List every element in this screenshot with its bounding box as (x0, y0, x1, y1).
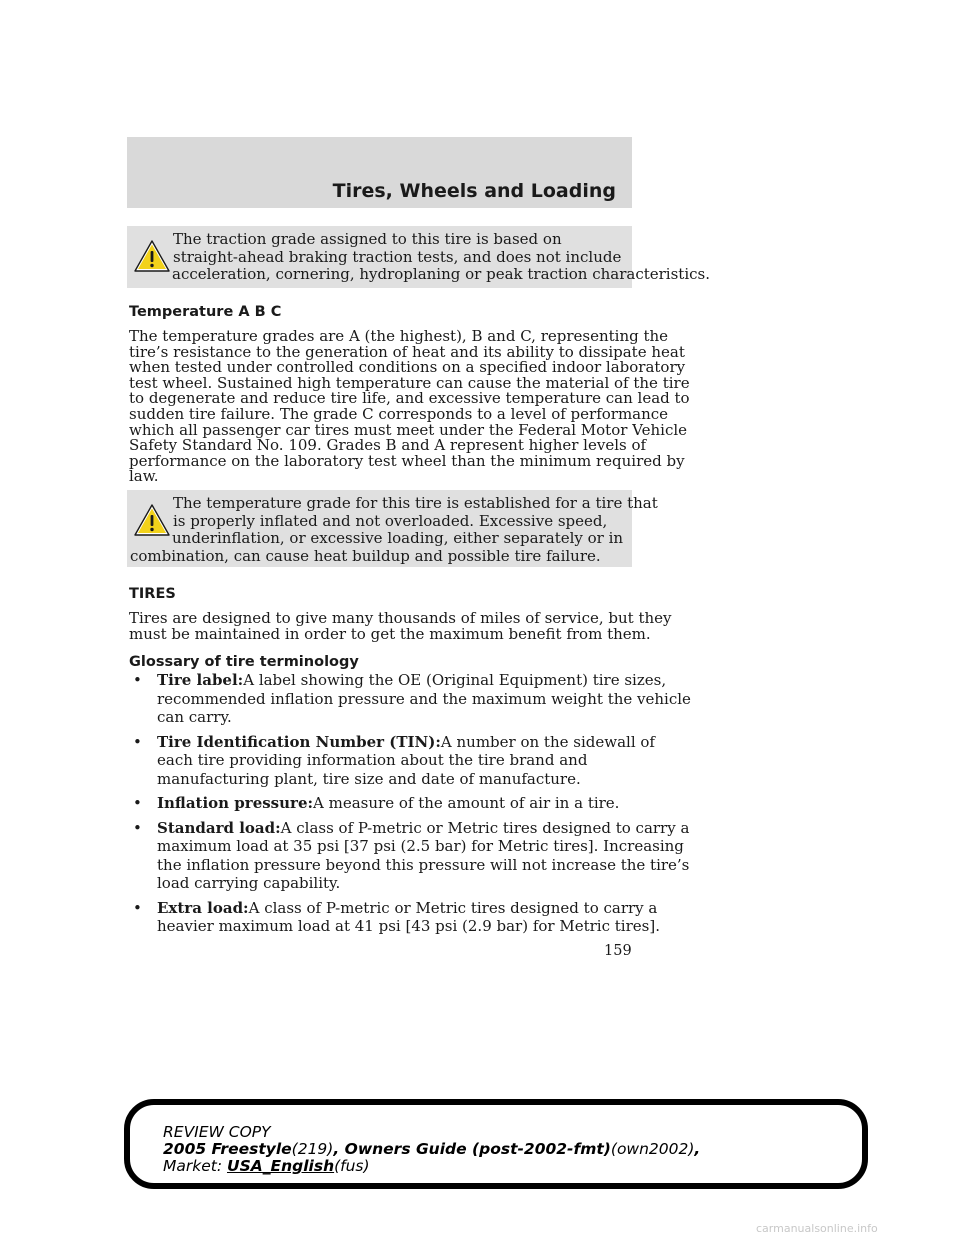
review-model-code: (219) (291, 1140, 334, 1158)
page-number: 159 (604, 943, 632, 959)
warning-text-line: is properly inflated and not overloaded. Excessive speed, (173, 511, 608, 530)
warning-text-line: The traction grade assigned to this tire is based on (173, 230, 562, 248)
glossary-definition-line: A label showing the OE (Original Equipment) tire sizes, (243, 671, 667, 689)
review-model: 2005 Freestyle (163, 1140, 292, 1158)
paragraph-line: test wheel. Sustained high temperature can cause the material of the tire (129, 373, 690, 392)
glossary-item (129, 818, 690, 893)
warning-text-line: straight-ahead braking traction tests, and does not include (173, 247, 622, 266)
review-separator: , (333, 1140, 345, 1158)
tires-paragraph (129, 611, 672, 642)
paragraph-line: The temperature grades are A (the highest), B and C, representing the (129, 327, 669, 345)
review-guide: Owners Guide (post-2002-fmt) (344, 1140, 611, 1158)
glossary-definition-line: A measure of the amount of air in a tire. (313, 794, 620, 812)
glossary-term: Extra load: (157, 898, 249, 917)
glossary-heading: Glossary of tire terminology (129, 654, 359, 670)
paragraph-line: must be maintained in order to get the maximum benefit from them. (129, 624, 651, 643)
paragraph-line: tire’s resistance to the generation of heat and its ability to dissipate heat (129, 342, 685, 361)
paragraph-line: to degenerate and reduce tire life, and excessive temperature can lead to (129, 389, 690, 408)
glossary-definition-line: maximum load at 35 psi [37 psi (2.5 bar) for Metric tires]. Increasing (157, 837, 684, 855)
glossary-definition-line: can carry. (157, 708, 232, 726)
warning-text-line: combination, can cause heat buildup and possible tire failure. (130, 546, 601, 565)
glossary-item (129, 671, 691, 727)
glossary-definition-line: A class of P-metric or Metric tires designed to carry a (280, 818, 690, 837)
warning-text-line: underinflation, or excessive loading, either separately or in (172, 529, 624, 547)
review-guide-code: (own2002) (610, 1140, 695, 1158)
bullet-icon: • (133, 898, 142, 917)
paragraph-line: when tested under controlled conditions on a specified indoor laboratory (129, 358, 686, 377)
glossary-definition-line: A class of P-metric or Metric tires designed to carry a (248, 898, 658, 917)
warning-text-line: The temperature grade for this tire is established for a tire that (173, 494, 658, 512)
glossary-definition-line: manufacturing plant, tire size and date of manufacture. (157, 769, 581, 788)
temperature-heading: Temperature A B C (129, 304, 282, 320)
paragraph-line: law. (129, 467, 159, 486)
glossary-term: Standard load: (157, 818, 281, 837)
temperature-paragraph (129, 329, 690, 485)
bullet-icon: • (133, 732, 142, 751)
glossary-definition-line: load carrying capability. (157, 874, 341, 892)
bullet-icon: • (133, 794, 142, 812)
warning-text-line: acceleration, cornering, hydroplaning or peak traction characteristics. (172, 265, 710, 283)
section-header-band (127, 137, 632, 208)
tires-heading: TIRES (129, 586, 176, 602)
paragraph-line: which all passenger car tires must meet under the Federal Motor Vehicle (129, 420, 688, 439)
watermark-text: carmanualsonline.info (756, 1222, 878, 1235)
warning-box-traction (127, 226, 710, 288)
warning-triangle-icon (132, 238, 172, 274)
paragraph-line: performance on the laboratory test wheel than the minimum required by (129, 451, 685, 470)
glossary-definition-line: the inflation pressure beyond this pressure will not increase the tire’s (157, 855, 690, 874)
glossary-term: Inflation pressure: (157, 794, 314, 812)
review-market-label: Market: (163, 1157, 223, 1175)
review-separator: , (694, 1140, 701, 1158)
paragraph-line: Tires are designed to give many thousands of miles of service, but they (129, 609, 672, 627)
glossary-term: Tire Identification Number (TIN): (157, 732, 441, 751)
glossary-definition-line: each tire providing information about the tire brand and (157, 751, 588, 769)
glossary-definition-line: heavier maximum load at 41 psi [43 psi (2.9 bar) for Metric tires]. (157, 917, 660, 935)
glossary-item (129, 794, 639, 813)
warning-box-temperature (127, 490, 658, 567)
bullet-icon: • (133, 818, 142, 837)
review-copy-text (163, 1124, 700, 1175)
glossary-item (129, 732, 655, 789)
bullet-icon: • (133, 671, 142, 689)
section-title: Tires, Wheels and Loading (332, 180, 616, 202)
review-market-code: (fus) (334, 1157, 370, 1175)
glossary-list (129, 671, 691, 942)
warning-triangle-icon (132, 502, 172, 538)
review-market: USA_English (227, 1157, 335, 1175)
review-copy-label: REVIEW COPY (163, 1123, 271, 1141)
glossary-item (129, 898, 660, 936)
glossary-term: Tire label: (157, 671, 244, 689)
glossary-definition-line: A number on the sidewall of (440, 732, 655, 751)
paragraph-line: Safety Standard No. 109. Grades B and A represent higher levels of (129, 436, 647, 455)
glossary-definition-line: recommended inflation pressure and the maximum weight the vehicle (157, 689, 691, 708)
paragraph-line: sudden tire failure. The grade C corresponds to a level of performance (129, 404, 669, 423)
